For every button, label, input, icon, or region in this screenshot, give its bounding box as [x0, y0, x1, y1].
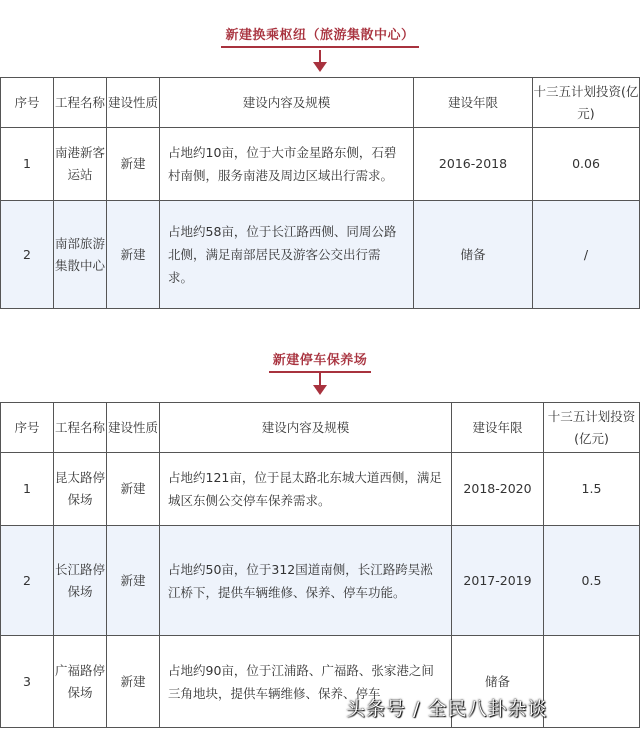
row-type: 新建 — [107, 201, 160, 309]
header-name: 工程名称 — [54, 403, 107, 453]
row-years: 2018-2020 — [452, 453, 544, 526]
row-name: 南港新客运站 — [54, 128, 107, 201]
header-years: 建设年限 — [414, 78, 533, 128]
header-content: 建设内容及规模 — [160, 78, 414, 128]
row-name: 长江路停保场 — [54, 526, 107, 636]
row-type: 新建 — [107, 636, 160, 728]
row-content: 占地约50亩，位于312国道南侧，长江路跨昊淞江桥下，提供车辆维修、保养、停车功能。 — [160, 526, 452, 636]
table-row — [1, 453, 640, 526]
row-type: 新建 — [107, 453, 160, 526]
row-no: 2 — [1, 201, 54, 309]
table-header-row — [1, 403, 640, 453]
section-2-title — [0, 349, 640, 373]
row-years: 2017-2019 — [452, 526, 544, 636]
row-invest — [544, 636, 640, 728]
header-invest: 十三五计划投资(亿元) — [533, 78, 640, 128]
row-type: 新建 — [107, 128, 160, 201]
header-content: 建设内容及规模 — [160, 403, 452, 453]
row-years: 储备 — [414, 201, 533, 309]
header-invest: 十三五计划投资(亿元) — [544, 403, 640, 453]
down-arrow-icon — [313, 50, 327, 72]
section-2-title-text: 新建停车保养场 — [269, 349, 372, 373]
header-type: 建设性质 — [107, 78, 160, 128]
row-type: 新建 — [107, 526, 160, 636]
row-content: 占地约58亩，位于长江路西侧、同周公路北侧，满足南部居民及游客公交出行需求。 — [160, 201, 414, 309]
row-no: 1 — [1, 128, 54, 201]
parking-depot-table — [0, 402, 640, 728]
watermark: 头条号 / 全民八卦杂谈 — [346, 698, 548, 720]
row-content: 占地约90亩，位于江浦路、广福路、张家港之间三角地块，提供车辆维修、保养、停车 — [160, 636, 452, 728]
table-row — [1, 526, 640, 636]
header-type: 建设性质 — [107, 403, 160, 453]
row-invest: 0.06 — [533, 128, 640, 201]
row-years: 储备 — [452, 636, 544, 728]
row-no: 1 — [1, 453, 54, 526]
header-name: 工程名称 — [54, 78, 107, 128]
row-name: 南部旅游集散中心 — [54, 201, 107, 309]
section-1-title-text: 新建换乘枢纽（旅游集散中心） — [221, 24, 418, 48]
header-no: 序号 — [1, 403, 54, 453]
row-invest: / — [533, 201, 640, 309]
header-years: 建设年限 — [452, 403, 544, 453]
row-no: 3 — [1, 636, 54, 728]
row-invest: 0.5 — [544, 526, 640, 636]
row-invest: 1.5 — [544, 453, 640, 526]
transfer-hub-table — [0, 77, 640, 309]
header-no: 序号 — [1, 78, 54, 128]
row-no: 2 — [1, 526, 54, 636]
table-row — [1, 201, 640, 309]
row-name: 昆太路停保场 — [54, 453, 107, 526]
section-1-title — [0, 24, 640, 48]
row-content: 占地约121亩，位于昆太路北东城大道西侧，满足城区东侧公交停车保养需求。 — [160, 453, 452, 526]
table-header-row — [1, 78, 640, 128]
row-years: 2016-2018 — [414, 128, 533, 201]
table-row — [1, 128, 640, 201]
row-content: 占地约10亩，位于大市金星路东侧，石碧村南侧，服务南港及周边区域出行需求。 — [160, 128, 414, 201]
down-arrow-icon — [313, 373, 327, 395]
row-name: 广福路停保场 — [54, 636, 107, 728]
